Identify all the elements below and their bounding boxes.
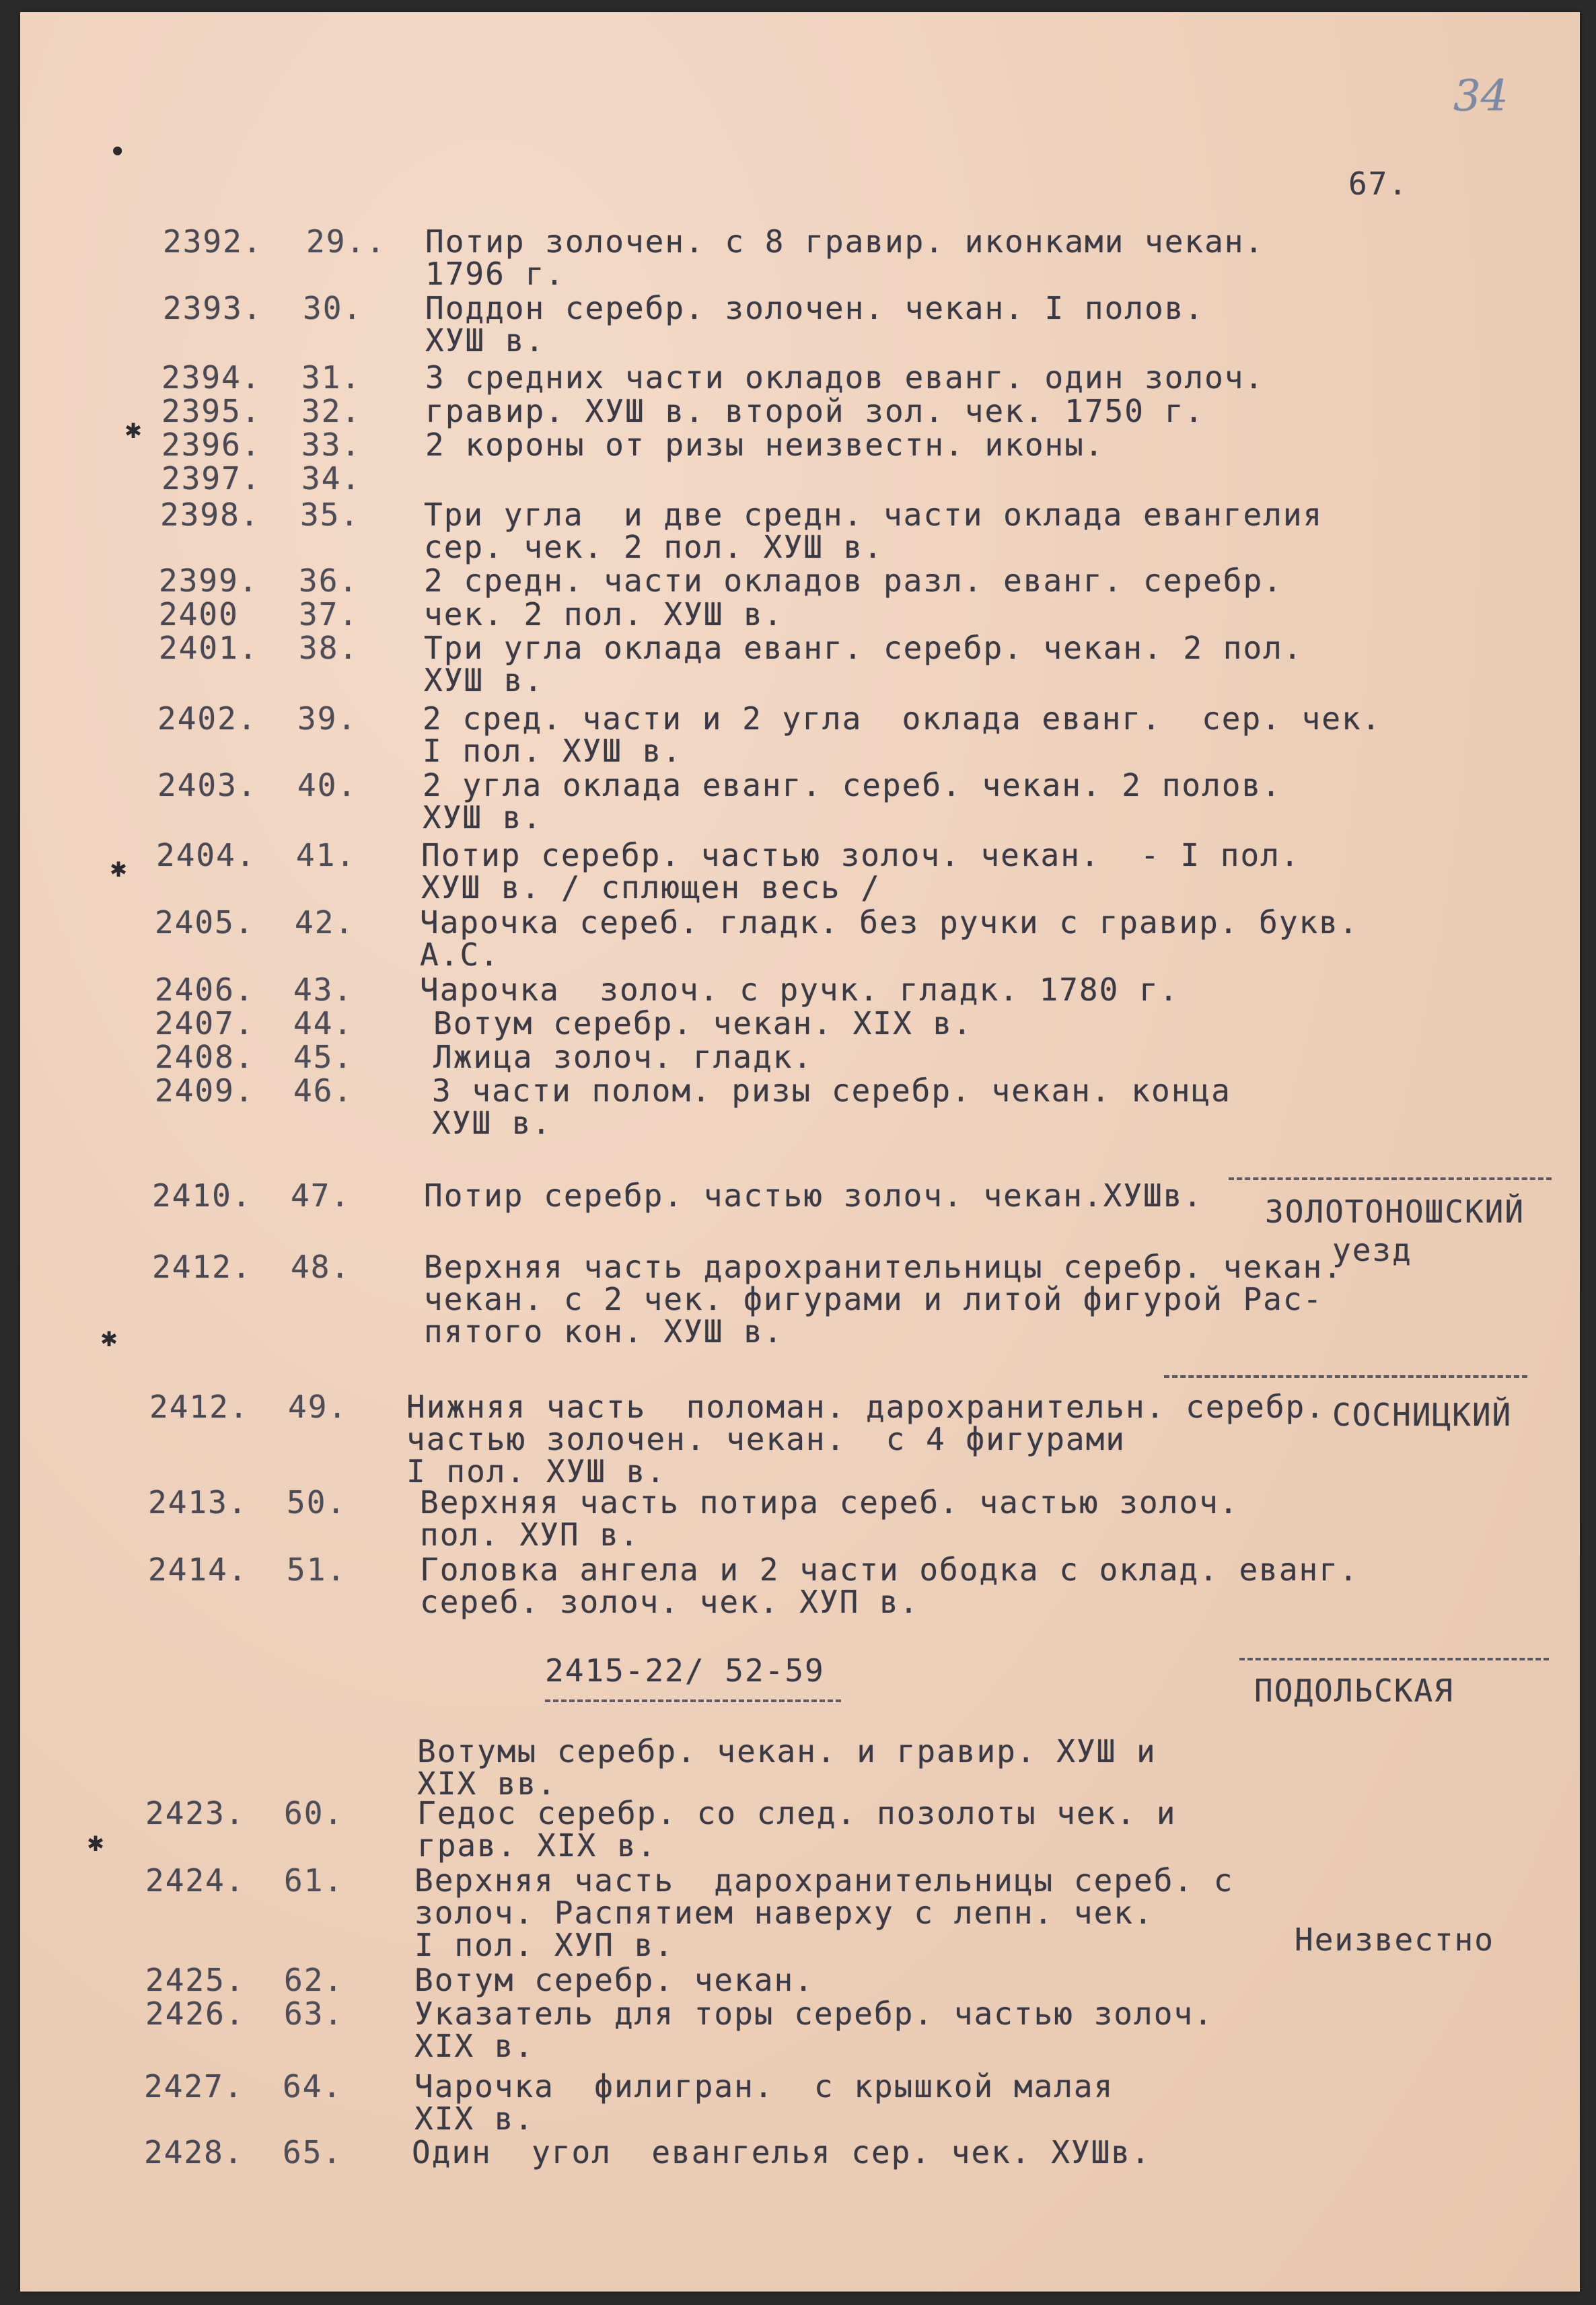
entry-description-line: Верхняя часть дарохранительницы сереб. с <box>414 1862 1234 1899</box>
entry-description-line: ХУШ в. <box>423 799 543 836</box>
entry-description-line: Потир серебр. частью золоч. чекан. - I пол. <box>421 837 1301 873</box>
entry-index: 62. <box>284 1962 344 1998</box>
entry-number: 2409. <box>155 1072 255 1109</box>
entry-description-line: 2 угла оклада еванг. сереб. чекан. 2 полов. <box>423 767 1282 803</box>
entry-description-line: 1796 г. <box>425 256 565 292</box>
region-sosnitsa: СОСНИЦКИЙ <box>1332 1397 1513 1433</box>
entry-index: 30. <box>303 290 363 326</box>
entry-index: 38. <box>299 630 359 666</box>
entry-description-line: Лжица золоч. гладк. <box>433 1039 813 1075</box>
entry-description-line: Потир серебр. частью золоч. чекан.ХУШв. <box>424 1177 1204 1214</box>
entry-index: 31. <box>301 359 362 396</box>
entry-number: 2401. <box>159 630 259 666</box>
entry-number: 2412. <box>149 1389 250 1425</box>
entry-description-line: частью золочен. чекан. с 4 фигурами <box>406 1421 1126 1457</box>
entry-description-line: гравир. ХУШ в. второй зол. чек. 1750 г. <box>425 393 1205 429</box>
margin-mark: ✱ <box>101 1322 118 1353</box>
entry-description-line: Поддон серебр. золочен. чекан. I полов. <box>425 290 1205 326</box>
entry-number: 2393. <box>163 290 263 326</box>
region-zolotonosha: ЗОЛОТОНОШСКИЙ <box>1265 1194 1525 1230</box>
entry-description-line: Один угол евангелья сер. чек. ХУШв. <box>412 2134 1151 2170</box>
region-zolotonosha-sub: уезд <box>1332 1232 1412 1268</box>
entry-description-line: Чарочка золоч. с ручк. гладк. 1780 г. <box>420 972 1180 1008</box>
entry-index: 41. <box>296 837 357 873</box>
entry-number: 2394. <box>161 359 262 396</box>
region-podolsk: ПОДОЛЬСКАЯ <box>1254 1673 1454 1709</box>
entry-number: 2414. <box>148 1551 248 1588</box>
entry-index: 42. <box>295 904 355 941</box>
entry-number: 2392. <box>163 223 263 260</box>
entry-index: 65. <box>283 2134 343 2170</box>
entry-number: 2413. <box>148 1484 248 1521</box>
divider-zolotonosha <box>1229 1177 1552 1180</box>
entry-description-line: I пол. ХУШ в. <box>406 1453 667 1490</box>
entry-description-line: Вотум серебр. чекан. XIX в. <box>433 1005 973 1041</box>
entry-index: 47. <box>291 1177 351 1214</box>
entry-index: 34. <box>301 460 362 497</box>
entry-index: 37. <box>299 596 359 632</box>
entry-number: 2428. <box>144 2134 244 2170</box>
entry-description-line: сереб. золоч. чек. ХУП в. <box>420 1584 920 1620</box>
entry-number: 2425. <box>145 1962 246 1998</box>
entry-description-line: Головка ангела и 2 части ободка с оклад. еванг. <box>420 1551 1359 1588</box>
entry-number: 2423. <box>145 1795 246 1831</box>
entry-description-line: 2 сред. части и 2 угла оклада еванг. сер. чек. <box>423 700 1382 737</box>
entry-index: 61. <box>284 1862 344 1899</box>
entry-description-line: Гедос серебр. со след. позолоты чек. и <box>417 1795 1177 1831</box>
entry-number: 2395. <box>161 393 262 429</box>
entry-index: 43. <box>293 972 354 1008</box>
entry-number: 2426. <box>145 1996 246 2032</box>
entry-number: 2404. <box>156 837 256 873</box>
group-heading-underline <box>545 1699 841 1702</box>
entry-description-line: I пол. ХУП в. <box>414 1927 675 1963</box>
entry-description-line: Три угла оклада еванг. серебр. чекан. 2 пол. <box>424 630 1303 666</box>
entry-description-line: чекан. с 2 чек. фигурами и литой фигурой Рас- <box>424 1281 1323 1317</box>
entry-index: 64. <box>283 2068 343 2105</box>
entry-index: 36. <box>299 562 359 599</box>
entry-number: 2405. <box>155 904 255 941</box>
entry-description-line: 3 средних части окладов еванг. один золоч. <box>425 359 1265 396</box>
entry-description-line: Чарочка филигран. с крышкой малая <box>414 2068 1114 2105</box>
divider-sosnitsa <box>1164 1375 1527 1378</box>
margin-mark: ✱ <box>125 414 142 445</box>
margin-mark: ● <box>113 142 122 159</box>
margin-mark: ✱ <box>110 852 127 883</box>
entry-number: 2399. <box>159 562 259 599</box>
entry-description-line: XIX вв. <box>417 1765 557 1802</box>
entry-index: 46. <box>293 1072 354 1109</box>
entry-number: 2408. <box>155 1039 255 1075</box>
entry-number: 2412. <box>152 1249 252 1285</box>
entry-index: 51. <box>287 1551 347 1588</box>
entry-description-line: пятого кон. ХУШ в. <box>424 1313 784 1350</box>
entry-description-line: Нижняя часть поломан. дарохранительн. серебр. <box>406 1389 1326 1425</box>
entry-description-line: Вотум серебр. чекан. <box>414 1962 814 1998</box>
entry-description-line: сер. чек. 2 пол. ХУШ в. <box>424 529 883 565</box>
entry-description-line: грав. XIX в. <box>417 1827 657 1864</box>
group-heading: 2415-22/ 52-59 <box>545 1652 825 1689</box>
entry-number: 2410. <box>152 1177 252 1214</box>
page-number: 67. <box>1348 166 1409 202</box>
margin-mark: ✱ <box>87 1827 104 1858</box>
entry-description-line: Верхняя часть потира сереб. частью золоч. <box>420 1484 1239 1521</box>
entry-number: 2407. <box>155 1005 255 1041</box>
divider-podolsk <box>1239 1658 1549 1660</box>
entry-description-line: Верхняя часть дарохранительницы серебр. чекан. <box>424 1249 1343 1285</box>
entry-description-line: Чарочка сереб. гладк. без ручки с гравир. букв. <box>420 904 1359 941</box>
entry-description-line: XIX в. <box>414 2100 535 2137</box>
entry-index: 63. <box>284 1996 344 2032</box>
entry-description-line: чек. 2 пол. ХУШ в. <box>424 596 784 632</box>
entry-description-line: золоч. Распятием наверху с лепн. чек. <box>414 1895 1154 1931</box>
entry-index: 33. <box>301 427 362 463</box>
entry-index: 49. <box>288 1389 349 1425</box>
entry-number: 2396. <box>161 427 262 463</box>
entry-description-line: ХУШ в. <box>424 662 544 698</box>
entry-number: 2406. <box>155 972 255 1008</box>
entry-index: 50. <box>287 1484 347 1521</box>
entry-description-line: Указатель для торы серебр. частью золоч. <box>414 1996 1214 2032</box>
entry-number: 2427. <box>144 2068 244 2105</box>
entry-number: 2402. <box>157 700 258 737</box>
entry-index: 45. <box>293 1039 354 1075</box>
entry-description-line: I пол. ХУШ в. <box>423 733 683 769</box>
entry-description-line: пол. ХУП в. <box>420 1516 640 1553</box>
entry-description-line: 2 короны от ризы неизвестн. иконы. <box>425 427 1105 463</box>
entry-index: 29.. <box>306 223 386 260</box>
entry-description-line: ХУШ в. <box>425 322 546 359</box>
sheet-number: 34 <box>1453 71 1509 121</box>
entry-description-line: 3 части полом. ризы серебр. чекан. конца <box>432 1072 1231 1109</box>
entry-number: 2398. <box>160 497 260 533</box>
entry-number: 2397. <box>161 460 262 497</box>
entry-description-line: ХУШ в. <box>432 1105 552 1141</box>
entry-index: 35. <box>300 497 361 533</box>
entry-number: 2424. <box>145 1862 246 1899</box>
entry-index: 44. <box>293 1005 354 1041</box>
entry-number: 2400 <box>159 596 239 632</box>
entry-description-line: Потир золочен. с 8 гравир. иконками чекан. <box>425 223 1265 260</box>
entry-description-line: ХУШ в. / сплющен весь / <box>421 869 881 906</box>
region-unknown: Неизвестно <box>1295 1922 1494 1958</box>
entry-index: 32. <box>301 393 362 429</box>
entry-index: 39. <box>297 700 358 737</box>
entry-description-line: XIX в. <box>414 2028 535 2064</box>
entry-description-line: Три угла и две средн. части оклада евангелия <box>424 497 1323 533</box>
entry-description-line: А.С. <box>420 937 500 973</box>
entry-description-line: Вотумы серебр. чекан. и гравир. ХУШ и <box>417 1733 1157 1769</box>
entry-index: 60. <box>284 1795 344 1831</box>
entry-index: 48. <box>291 1249 351 1285</box>
entry-number: 2403. <box>157 767 258 803</box>
entry-description-line: 2 средн. части окладов разл. еванг. серебр. <box>424 562 1283 599</box>
entry-index: 40. <box>297 767 358 803</box>
document-sheet <box>20 12 1580 2292</box>
